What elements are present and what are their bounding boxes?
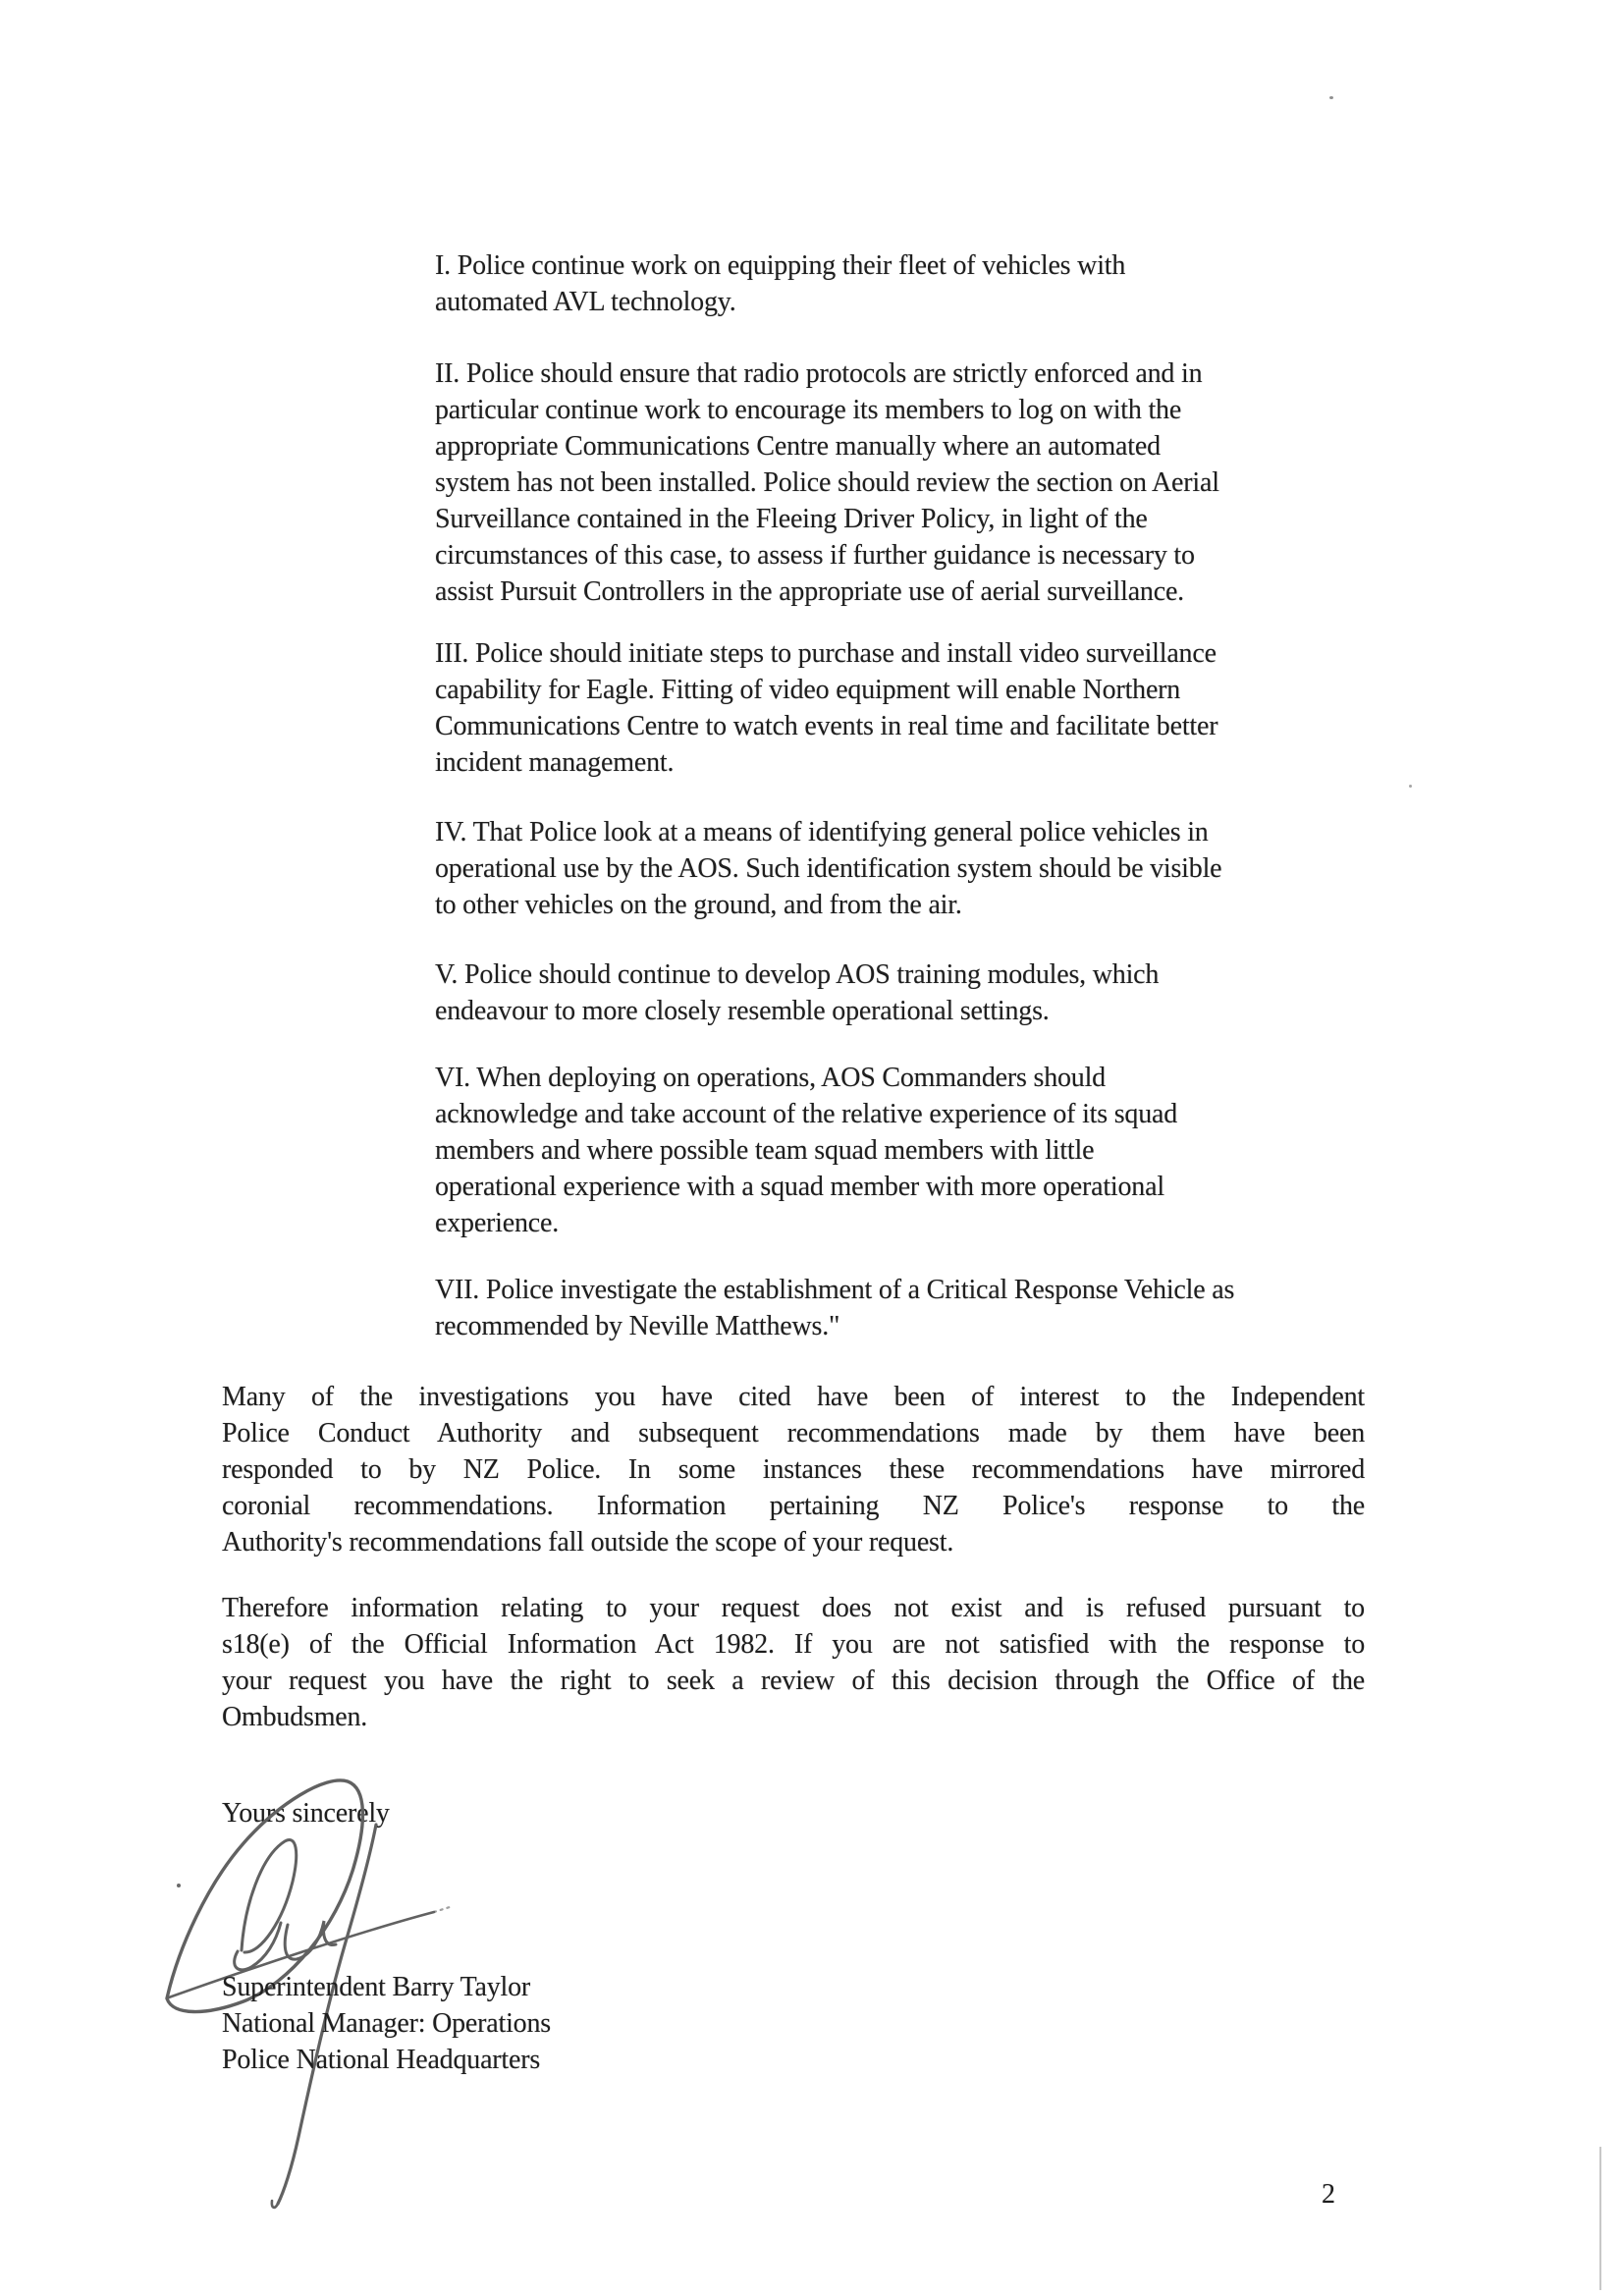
recommendation-item-7: [435, 1272, 1363, 1344]
recommendation-item-5: [435, 957, 1363, 1029]
signatory-organisation: Police National Headquarters: [222, 2045, 541, 2075]
text-line: your request you have the right to seek a review of this decision through the Office of the: [222, 1666, 1365, 1696]
text-line: operational use by the AOS. Such identification system should be visible: [435, 853, 1222, 884]
closing-salutation: Yours sincerely: [222, 1798, 390, 1829]
text-line: automated AVL technology.: [435, 287, 736, 317]
text-line: capability for Eagle. Fitting of video equipment will enable Northern: [435, 675, 1181, 705]
text-line: incident management.: [435, 747, 675, 778]
text-line: VII. Police investigate the establishment of a Critical Response Vehicle as: [435, 1275, 1235, 1305]
scan-speck: [1409, 785, 1412, 788]
text-line: to other vehicles on the ground, and from the air.: [435, 890, 962, 920]
text-line: Therefore information relating to your request does not exist and is refused pursuant to: [222, 1593, 1365, 1623]
text-line: system has not been installed. Police should review the section on Aerial: [435, 467, 1219, 498]
text-line: Ombudsmen.: [222, 1702, 368, 1732]
recommendation-item-6: [435, 1060, 1363, 1241]
body-paragraph-1: [222, 1379, 1365, 1560]
scan-edge-artifact: [1599, 2147, 1601, 2290]
text-line: members and where possible team squad members with little: [435, 1135, 1095, 1166]
text-line: Authority's recommendations fall outside the scope of your request.: [222, 1527, 954, 1558]
signatory-title: National Manager: Operations: [222, 2008, 551, 2039]
text-line: endeavour to more closely resemble operational settings.: [435, 996, 1050, 1026]
recommendation-item-4: [435, 814, 1363, 923]
text-line: acknowledge and take account of the relative experience of its squad: [435, 1099, 1178, 1129]
text-line: s18(e) of the Official Information Act 1982. If you are not satisfied with the response to: [222, 1629, 1365, 1660]
text-line: operational experience with a squad member with more operational: [435, 1172, 1164, 1202]
text-line: Surveillance contained in the Fleeing Driver Policy, in light of the: [435, 504, 1148, 534]
text-line: Communications Centre to watch events in real time and facilitate better: [435, 711, 1218, 741]
text-line: coronial recommendations. Information pertaining NZ Police's response to the: [222, 1491, 1365, 1521]
text-line: Police Conduct Authority and subsequent recommendations made by them have been: [222, 1418, 1365, 1449]
scan-speck: [1329, 96, 1333, 99]
text-line: V. Police should continue to develop AOS training modules, which: [435, 959, 1160, 990]
recommendation-item-1: [435, 247, 1363, 320]
text-line: circumstances of this case, to assess if further guidance is necessary to: [435, 540, 1195, 571]
text-line: particular continue work to encourage its members to log on with the: [435, 395, 1182, 425]
signatory-name: Superintendent Barry Taylor: [222, 1972, 531, 2002]
recommendation-item-3: [435, 635, 1363, 781]
text-line: responded to by NZ Police. In some instances these recommendations have mirrored: [222, 1454, 1365, 1485]
recommendation-item-2: [435, 355, 1363, 610]
text-line: III. Police should initiate steps to purchase and install video surveillance: [435, 638, 1217, 669]
text-line: IV. That Police look at a means of identifying general police vehicles in: [435, 817, 1209, 847]
page-number: 2: [1322, 2179, 1335, 2210]
text-line: II. Police should ensure that radio protocols are strictly enforced and in: [435, 358, 1203, 389]
signatory-block: [222, 1969, 551, 2078]
text-line: I. Police continue work on equipping their fleet of vehicles with: [435, 250, 1126, 281]
body-paragraph-2: [222, 1590, 1365, 1735]
text-line: assist Pursuit Controllers in the appropriate use of aerial surveillance.: [435, 576, 1184, 607]
text-line: recommended by Neville Matthews.": [435, 1311, 840, 1341]
text-line: appropriate Communications Centre manually where an automated: [435, 431, 1161, 462]
text-line: VI. When deploying on operations, AOS Commanders should: [435, 1063, 1106, 1093]
text-line: Many of the investigations you have cited have been of interest to the Independent: [222, 1382, 1365, 1412]
text-line: experience.: [435, 1208, 560, 1238]
